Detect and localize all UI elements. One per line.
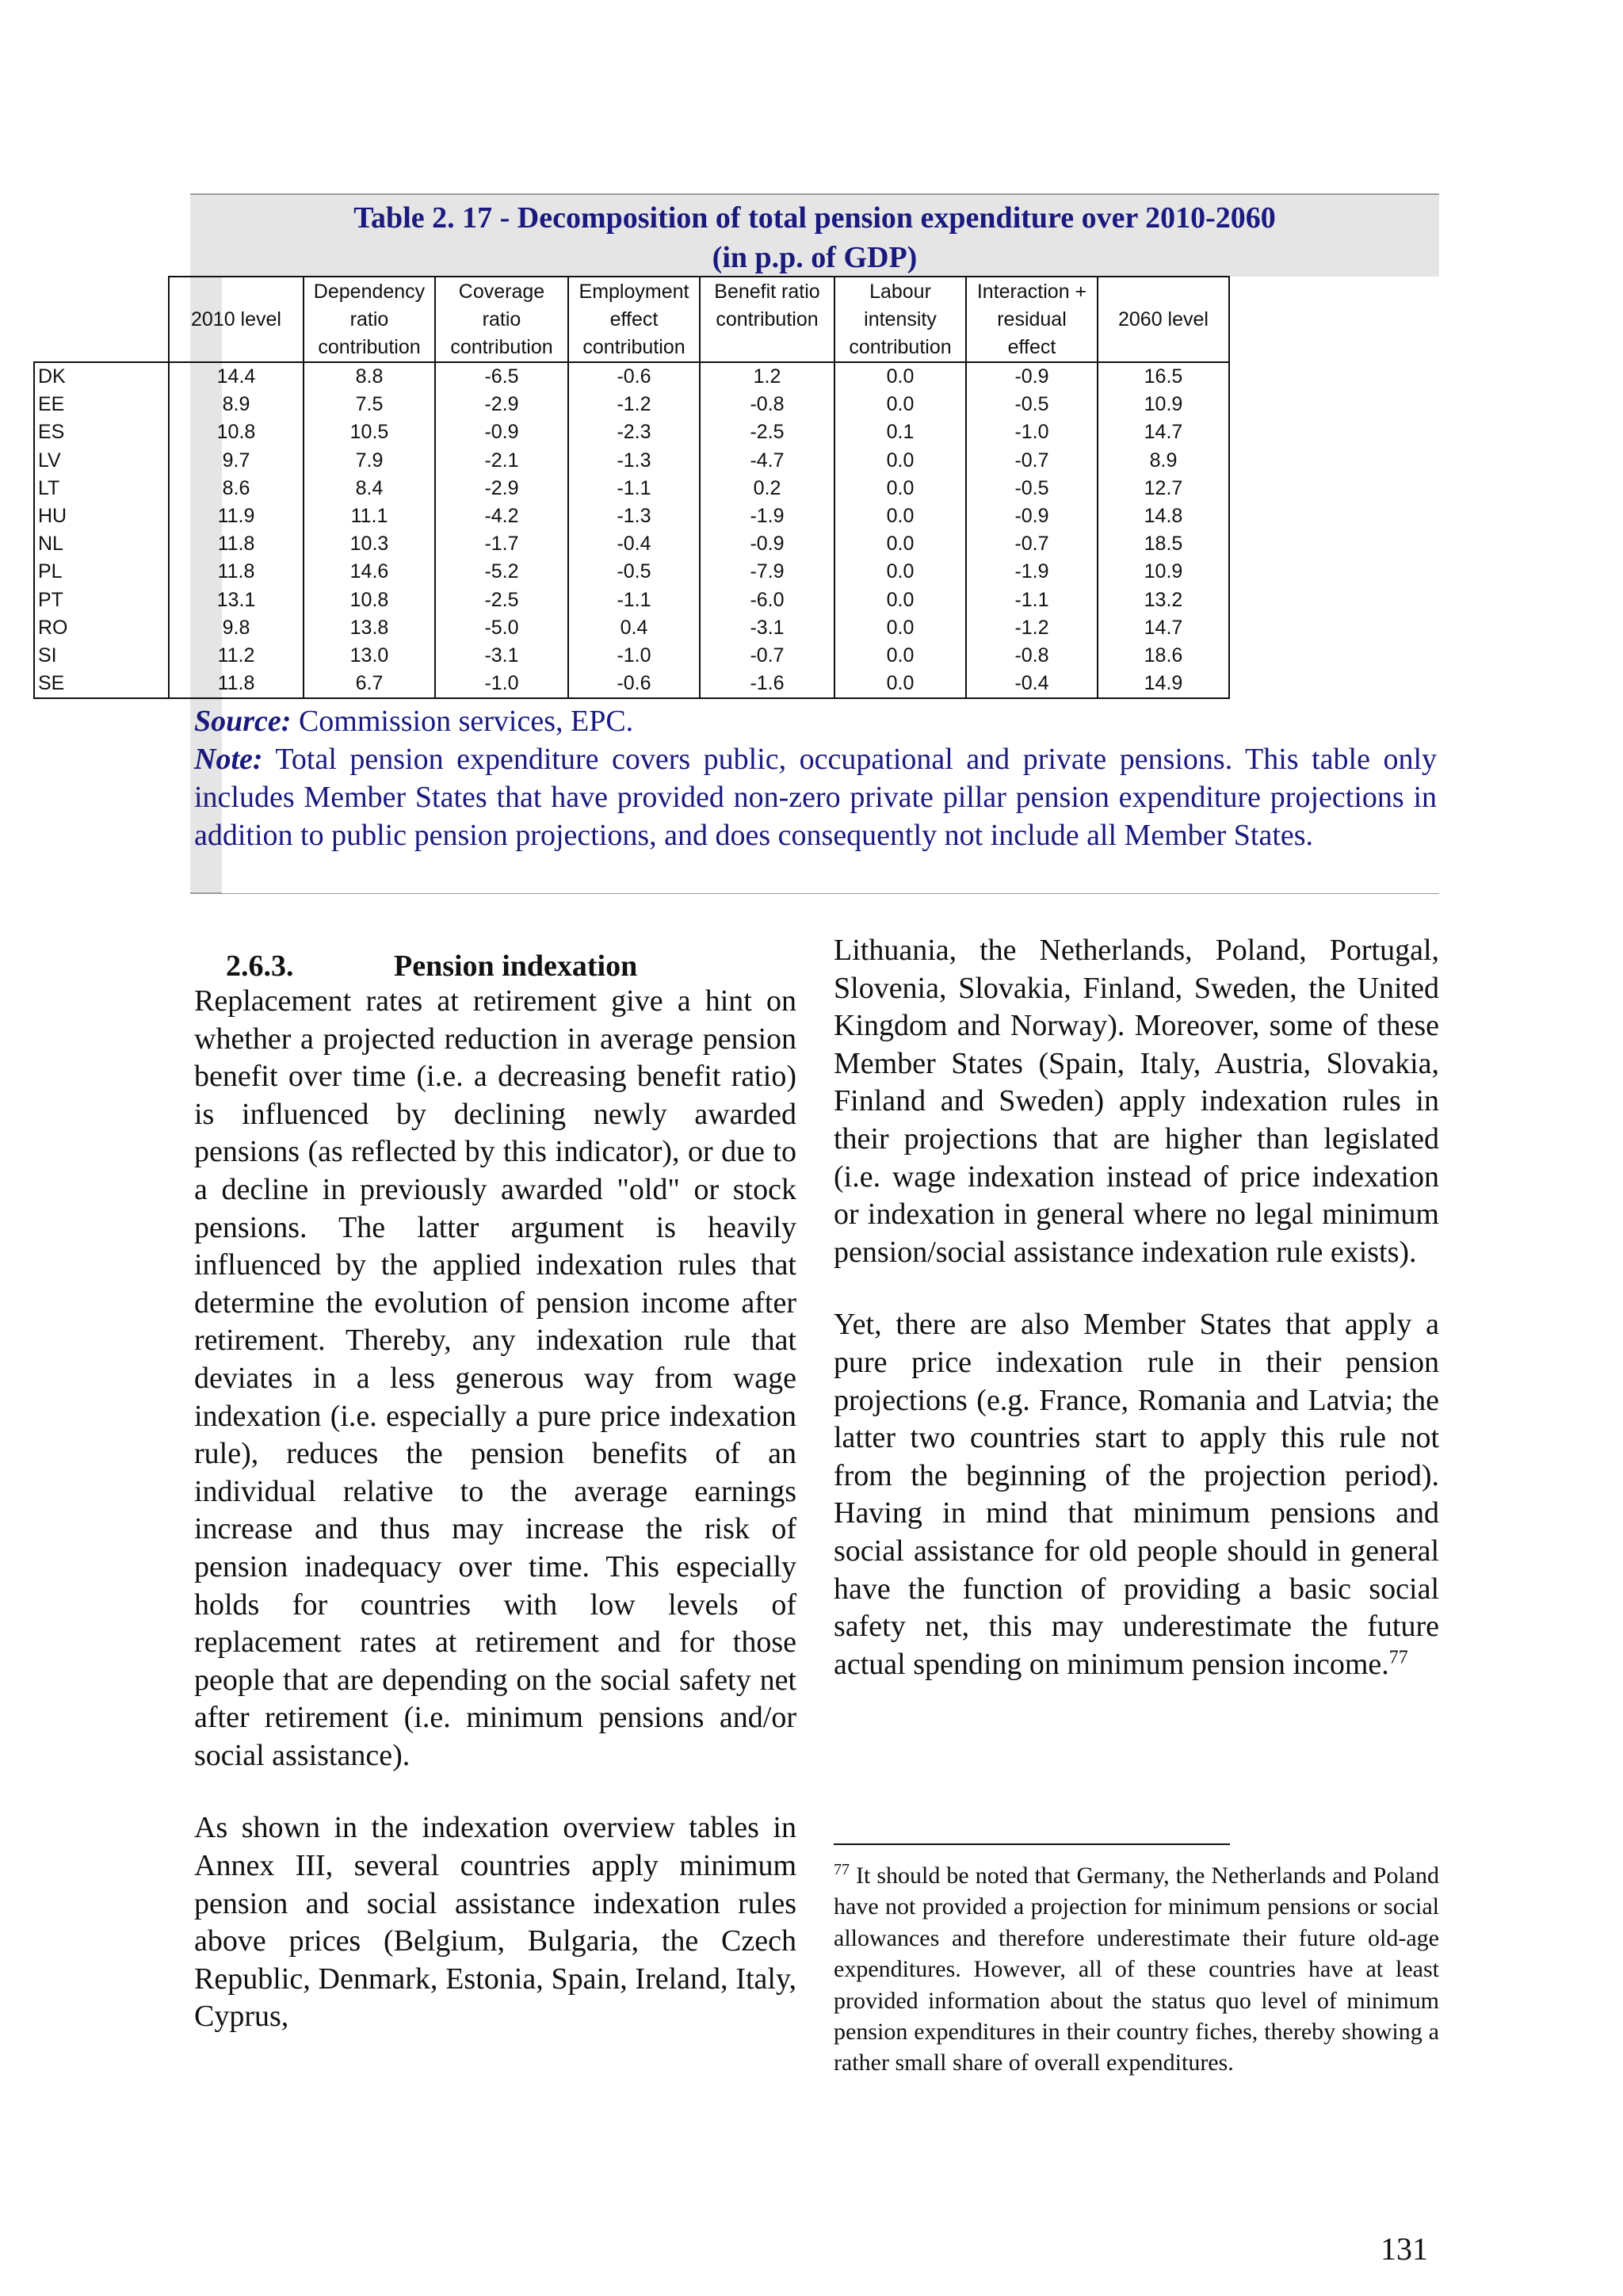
value-cell: 0.0 <box>834 475 966 502</box>
value-cell: -1.9 <box>966 558 1098 586</box>
value-cell: 12.7 <box>1098 475 1229 502</box>
value-cell: -6.5 <box>435 362 568 391</box>
header-line: ratio <box>349 308 389 330</box>
note-text: Total pension expenditure covers public, occupational and private pensions. This table only includes Member States that have provided non-zero private pillar pension expenditure projections in addition to public pension projections, and does consequently not include all Member States. <box>194 743 1437 852</box>
section-number: 2.6.3. <box>226 949 294 983</box>
value-cell: 7.9 <box>304 447 435 475</box>
value-cell: 14.4 <box>169 362 304 391</box>
header-cell <box>700 277 834 362</box>
header-line: effect <box>609 308 659 330</box>
table-row <box>34 362 1229 391</box>
value-cell: 0.2 <box>700 475 834 502</box>
decomposition-table <box>33 276 1230 699</box>
footnote-number: 77 <box>834 1861 850 1878</box>
header-line: Dependency <box>313 280 426 303</box>
value-cell: 8.9 <box>1098 447 1229 475</box>
value-cell: 14.6 <box>304 558 435 586</box>
header-line <box>1098 334 1228 361</box>
header-line: Employment <box>579 280 689 303</box>
country-cell: LT <box>34 475 169 502</box>
value-cell: 11.1 <box>304 502 435 530</box>
table-row <box>34 642 1229 670</box>
value-cell: 0.0 <box>834 447 966 475</box>
value-cell: -0.6 <box>568 670 700 698</box>
table-row <box>34 475 1229 502</box>
header-line: Labour <box>869 280 931 303</box>
header-line <box>34 305 168 333</box>
header-line: Benefit ratio <box>714 280 820 303</box>
value-cell: 11.8 <box>169 530 304 558</box>
header-line: 2060 level <box>1118 308 1209 330</box>
header-line: residual <box>997 308 1067 330</box>
value-cell: 18.6 <box>1098 642 1229 670</box>
table-body <box>34 362 1229 698</box>
value-cell: 10.5 <box>304 418 435 446</box>
value-cell: -0.4 <box>966 670 1098 698</box>
value-cell: -0.7 <box>700 642 834 670</box>
header-line: effect <box>1007 335 1056 358</box>
header-line <box>701 334 834 361</box>
paragraph <box>834 1306 1439 1683</box>
value-cell: 10.8 <box>169 418 304 446</box>
table-notes <box>194 702 1437 854</box>
note-label: Note: <box>194 743 263 776</box>
value-cell: -6.0 <box>700 586 834 614</box>
value-cell: -1.6 <box>700 670 834 698</box>
value-cell: -0.8 <box>966 642 1098 670</box>
source-label: Source: <box>194 705 292 738</box>
value-cell: -0.5 <box>568 558 700 586</box>
value-cell: -0.5 <box>966 391 1098 418</box>
value-cell: -2.3 <box>568 418 700 446</box>
country-cell: SE <box>34 670 169 698</box>
value-cell: -1.2 <box>966 614 1098 642</box>
value-cell: -2.9 <box>435 475 568 502</box>
note-line <box>194 740 1437 854</box>
value-cell: 10.9 <box>1098 391 1229 418</box>
country-cell: RO <box>34 614 169 642</box>
header-cell <box>304 277 435 362</box>
value-cell: -1.1 <box>568 586 700 614</box>
value-cell: -0.8 <box>700 391 834 418</box>
section-title: Pension indexation <box>394 949 638 983</box>
value-cell: 8.4 <box>304 475 435 502</box>
value-cell: -1.1 <box>966 586 1098 614</box>
country-cell: ES <box>34 418 169 446</box>
value-cell: 0.0 <box>834 614 966 642</box>
value-cell: 18.5 <box>1098 530 1229 558</box>
footnote <box>834 1855 1439 2079</box>
value-cell: -1.3 <box>568 447 700 475</box>
table-row <box>34 502 1229 530</box>
country-cell: HU <box>34 502 169 530</box>
right-column <box>834 932 1439 1683</box>
table-header-row <box>34 277 1229 362</box>
table-row <box>34 418 1229 446</box>
header-cell <box>966 277 1098 362</box>
header-cell <box>34 277 169 362</box>
paragraph: As shown in the indexation overview tables in Annex III, several countries apply minimum pension and social assistance indexation rules above prices (Belgium, Bulgaria, the Czech Republic, Denmark, Estonia, Spain, Ireland, Italy, Cyprus, <box>194 1811 796 2034</box>
country-cell: DK <box>34 362 169 391</box>
value-cell: 13.8 <box>304 614 435 642</box>
header-line: Interaction + <box>976 280 1087 303</box>
value-cell: -1.7 <box>435 530 568 558</box>
value-cell: -0.7 <box>966 530 1098 558</box>
value-cell: -0.9 <box>700 530 834 558</box>
value-cell: -7.9 <box>700 558 834 586</box>
value-cell: -1.2 <box>568 391 700 418</box>
value-cell: 10.3 <box>304 530 435 558</box>
table-row <box>34 670 1229 698</box>
header-line <box>34 277 168 305</box>
value-cell: -5.2 <box>435 558 568 586</box>
header-line <box>170 278 303 306</box>
value-cell: -1.3 <box>568 502 700 530</box>
table-row <box>34 614 1229 642</box>
value-cell: 11.8 <box>169 670 304 698</box>
header-cell <box>1098 277 1229 362</box>
source-text: Commission services, EPC. <box>291 705 634 738</box>
value-cell: 8.8 <box>304 362 435 391</box>
value-cell: 13.2 <box>1098 586 1229 614</box>
value-cell: -0.9 <box>966 362 1098 391</box>
value-cell: 0.0 <box>834 642 966 670</box>
header-line: 2010 level <box>191 308 281 330</box>
value-cell: 0.0 <box>834 530 966 558</box>
header-cell <box>435 277 568 362</box>
value-cell: -2.5 <box>700 418 834 446</box>
header-cell <box>834 277 966 362</box>
footnote-divider <box>834 1843 1230 1845</box>
header-line: contribution <box>582 335 685 358</box>
table-row <box>34 447 1229 475</box>
header-line: contribution <box>318 335 421 358</box>
page-number: 131 <box>1381 2231 1428 2267</box>
value-cell: 16.5 <box>1098 362 1229 391</box>
paragraph-text: Yet, there are also Member States that apply a pure price indexation rule in their pension projections (e.g. France, Romania and Latvia; the latter two countries start to apply this rule not from the beginning of the projection period). Having in mind that minimum pensions and social assistance for old people should in general have the function of providing a basic social safety net, this may underestimate the future actual spending on minimum pension income. <box>834 1308 1439 1681</box>
table-row <box>34 530 1229 558</box>
table-title-line1: Table 2. 17 - Decomposition of total pension expenditure over 2010-2060 <box>353 201 1276 235</box>
value-cell: 8.6 <box>169 475 304 502</box>
value-cell: 0.0 <box>834 586 966 614</box>
header-line: contribution <box>716 308 819 330</box>
value-cell: -0.9 <box>966 502 1098 530</box>
value-cell: 10.9 <box>1098 558 1229 586</box>
value-cell: -1.0 <box>966 418 1098 446</box>
value-cell: 11.9 <box>169 502 304 530</box>
table-row <box>34 586 1229 614</box>
value-cell: 10.8 <box>304 586 435 614</box>
header-line: Coverage <box>458 280 545 303</box>
table-row <box>34 391 1229 418</box>
value-cell: 6.7 <box>304 670 435 698</box>
value-cell: -4.7 <box>700 447 834 475</box>
value-cell: -3.1 <box>435 642 568 670</box>
value-cell: 14.8 <box>1098 502 1229 530</box>
section-heading <box>226 947 637 985</box>
value-cell: 14.7 <box>1098 418 1229 446</box>
value-cell: 0.0 <box>834 502 966 530</box>
value-cell: 9.7 <box>169 447 304 475</box>
footnote-reference[interactable]: 77 <box>1388 1647 1408 1668</box>
value-cell: -4.2 <box>435 502 568 530</box>
value-cell: -0.4 <box>568 530 700 558</box>
value-cell: 11.8 <box>169 558 304 586</box>
value-cell: -1.0 <box>435 670 568 698</box>
value-cell: -0.7 <box>966 447 1098 475</box>
value-cell: -0.6 <box>568 362 700 391</box>
country-cell: NL <box>34 530 169 558</box>
value-cell: 0.4 <box>568 614 700 642</box>
value-cell: 0.0 <box>834 362 966 391</box>
header-line <box>34 333 168 361</box>
table-title <box>190 198 1439 277</box>
header-line <box>170 334 303 361</box>
value-cell: -2.5 <box>435 586 568 614</box>
table-title-line2: (in p.p. of GDP) <box>712 241 918 274</box>
header-line: intensity <box>864 308 937 330</box>
value-cell: 13.0 <box>304 642 435 670</box>
value-cell: 1.2 <box>700 362 834 391</box>
source-line <box>194 702 1437 740</box>
header-line: contribution <box>849 335 952 358</box>
footnote-text: It should be noted that Germany, the Netherlands and Poland have not provided a projection for minimum pensions or social allowances and therefore underestimate their future old-age expenditures. However, all of these countries have at least provided information about the status quo level of minimum pension expenditures in their country fiches, thereby showing a rather small share of overall expenditures. <box>834 1862 1439 2076</box>
left-column <box>194 983 796 2036</box>
header-line: ratio <box>482 308 521 330</box>
paragraph: Lithuania, the Netherlands, Poland, Portugal, Slovenia, Slovakia, Finland, Sweden, the United Kingdom and Norway). Moreover, some of these Member States (Spain, Italy, Austria, Slovakia, Finland and Sweden) apply indexation rules in their projections that are higher than legislated (i.e. wage indexation instead of price indexation or indexation in general where no legal minimum pension/social assistance indexation rule exists). <box>834 934 1439 1269</box>
value-cell: 7.5 <box>304 391 435 418</box>
value-cell: 0.0 <box>834 391 966 418</box>
value-cell: 9.8 <box>169 614 304 642</box>
header-line: contribution <box>450 335 553 358</box>
table-row <box>34 558 1229 586</box>
value-cell: 0.1 <box>834 418 966 446</box>
country-cell: LV <box>34 447 169 475</box>
value-cell: -2.1 <box>435 447 568 475</box>
header-cell <box>169 277 304 362</box>
value-cell: -0.9 <box>435 418 568 446</box>
value-cell: 8.9 <box>169 391 304 418</box>
value-cell: -1.9 <box>700 502 834 530</box>
value-cell: 14.7 <box>1098 614 1229 642</box>
value-cell: -0.5 <box>966 475 1098 502</box>
value-cell: 0.0 <box>834 670 966 698</box>
country-cell: PT <box>34 586 169 614</box>
value-cell: 13.1 <box>169 586 304 614</box>
country-cell: PL <box>34 558 169 586</box>
value-cell: 11.2 <box>169 642 304 670</box>
value-cell: -1.0 <box>568 642 700 670</box>
value-cell: 14.9 <box>1098 670 1229 698</box>
value-cell: 0.0 <box>834 558 966 586</box>
value-cell: -1.1 <box>568 475 700 502</box>
country-cell: EE <box>34 391 169 418</box>
country-cell: SI <box>34 642 169 670</box>
header-cell <box>568 277 700 362</box>
value-cell: -3.1 <box>700 614 834 642</box>
value-cell: -2.9 <box>435 391 568 418</box>
paragraph: Replacement rates at retirement give a hint on whether a projected reduction in average pension benefit over time (i.e. a decreasing benefit ratio) is influenced by declining newly awarded pensions (as reflected by this indicator), or due to a decline in previously awarded "old" or stock pensions. The latter argument is heavily influenced by the applied indexation rules that determine the evolution of pension income after retirement. Thereby, any indexation rule that deviates in a less generous way from wage indexation (i.e. especially a pure price indexation rule), reduces the pension benefits of an individual relative to the average earnings increase and thus may increase the risk of pension inadequacy over time. This especially holds for countries with low levels of replacement rates at retirement and for those people that are depending on the social safety net after retirement (i.e. minimum pensions and/or social assistance). <box>194 984 796 1772</box>
header-line <box>1098 278 1228 306</box>
value-cell: -5.0 <box>435 614 568 642</box>
